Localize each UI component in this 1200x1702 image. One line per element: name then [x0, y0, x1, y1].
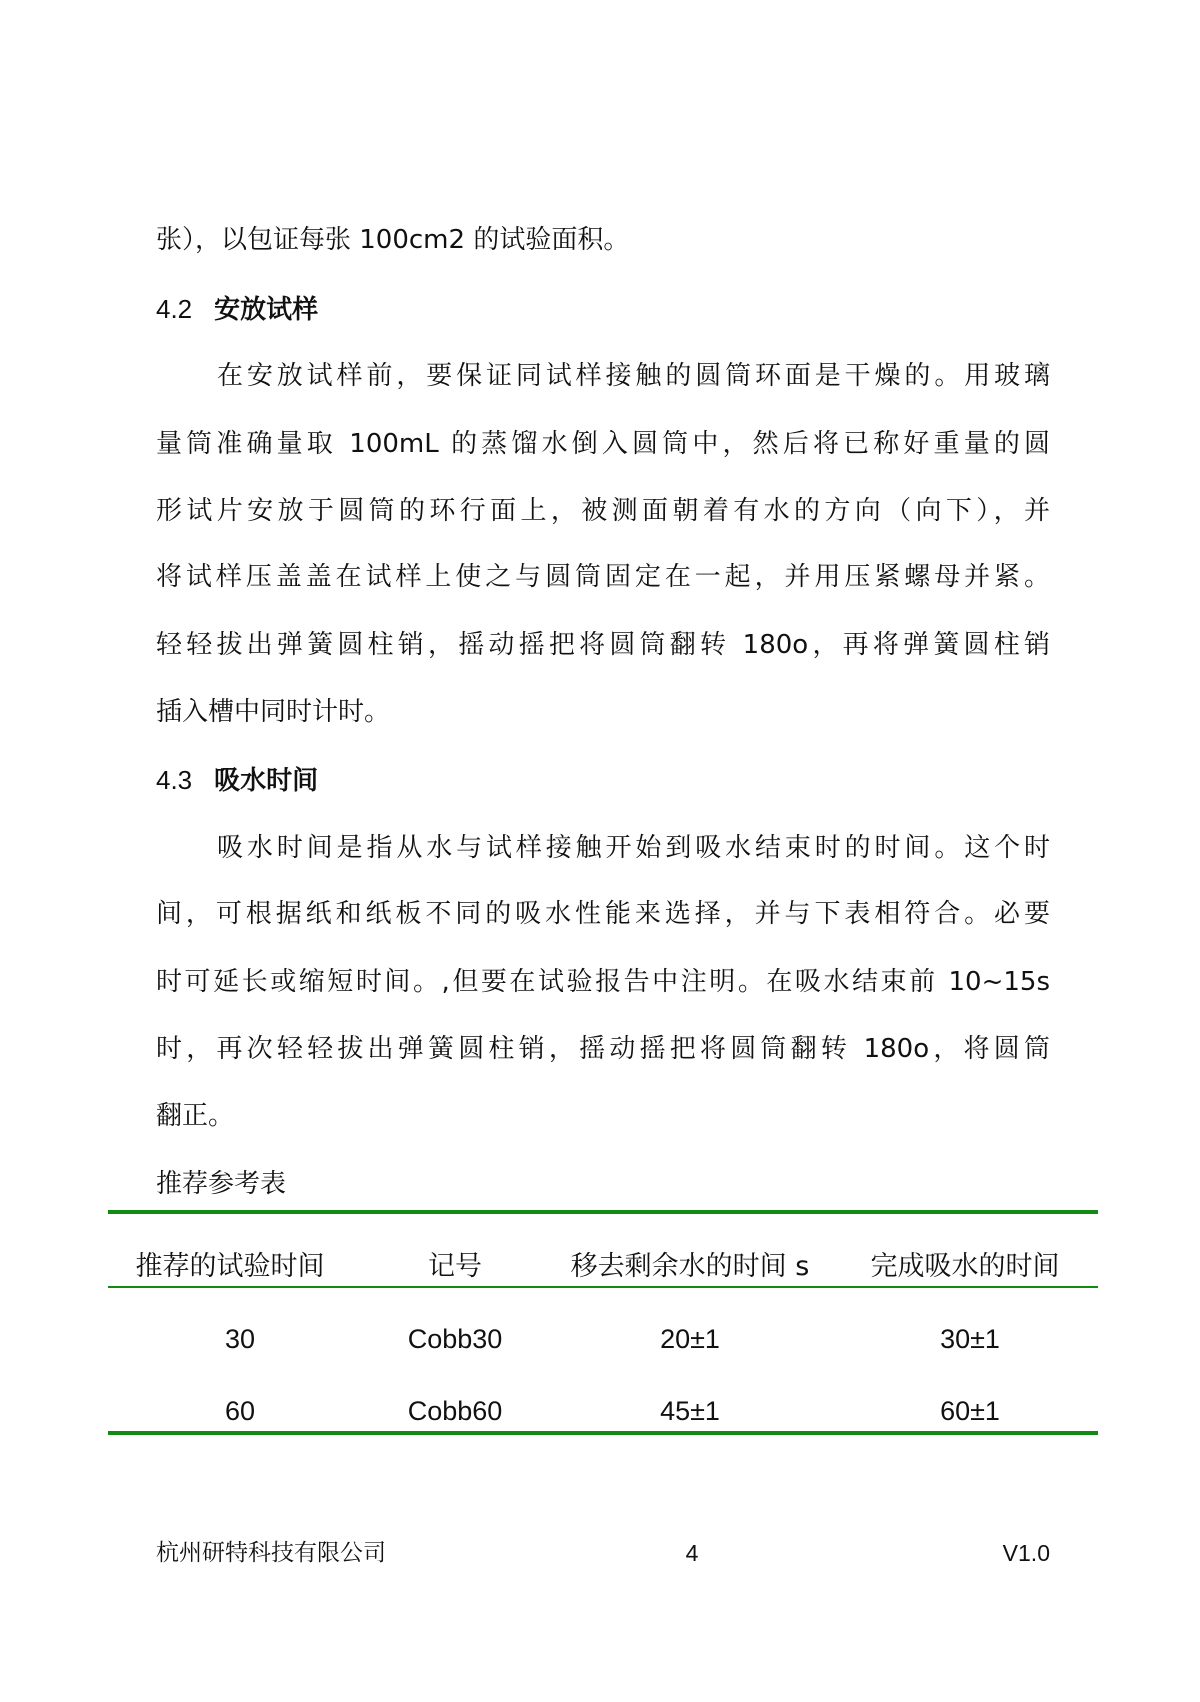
header-cell: 推荐的试验时间	[135, 1251, 325, 1282]
footer-version: V1.0	[1002, 1540, 1050, 1566]
paragraph-line: 量筒准确量取 100mL 的蒸馏水倒入圆筒中，然后将已称好重量的圆	[156, 429, 1050, 459]
heading-title: 安放试样	[214, 295, 319, 325]
paragraph-line: 形试片安放于圆筒的环行面上，被测面朝着有水的方向（向下），并	[156, 496, 1050, 526]
paragraph-line: 张），以包证每张 100cm2 的试验面积。	[156, 225, 630, 255]
paragraph-line: 间，可根据纸和纸板不同的吸水性能来选择，并与下表相符合。必要	[156, 899, 1050, 929]
table-cell: 60	[224, 1396, 256, 1426]
table-caption: 推荐参考表	[156, 1169, 287, 1199]
paragraph-line: 时可延长或缩短时间。,但要在试验报告中注明。在吸水结束前 10~15s	[156, 967, 1050, 997]
table-cell: 30±1	[940, 1324, 1000, 1354]
paragraph-line: 吸水时间是指从水与试样接触开始到吸水结束时的时间。这个时	[217, 833, 1050, 863]
table-cell: 60±1	[940, 1396, 1000, 1426]
table-cell: Cobb60	[407, 1396, 503, 1426]
paragraph-line: 在安放试样前，要保证同试样接触的圆筒环面是干燥的。用玻璃	[217, 361, 1050, 391]
table-cell: 20±1	[660, 1324, 720, 1354]
header-cell: 记号	[428, 1251, 482, 1282]
footer-company: 杭州研特科技有限公司	[156, 1540, 386, 1566]
header-cell: 移去剩余水的时间 s	[570, 1251, 810, 1282]
header-cell: 完成吸水的时间	[870, 1251, 1060, 1282]
table-cell: 30	[224, 1324, 256, 1354]
table-header-rule	[108, 1286, 1098, 1288]
table-cell: Cobb30	[407, 1324, 503, 1354]
paragraph-line: 将试样压盖盖在试样上使之与圆筒固定在一起，并用压紧螺母并紧。	[156, 562, 1050, 592]
table-cell: 45±1	[660, 1396, 720, 1426]
paragraph-line: 轻轻拔出弹簧圆柱销，摇动摇把将圆筒翻转 180o，再将弹簧圆柱销	[156, 630, 1050, 660]
heading-number: 4.2	[156, 294, 193, 324]
paragraph-line: 时，再次轻轻拔出弹簧圆柱销，摇动摇把将圆筒翻转 180o，将圆筒	[156, 1034, 1050, 1064]
heading-number: 4.3	[156, 765, 193, 795]
footer-page-number: 4	[685, 1540, 699, 1566]
paragraph-line: 插入槽中同时计时。	[156, 697, 391, 727]
section-heading-4-3	[156, 763, 1050, 798]
table-top-rule	[108, 1210, 1098, 1214]
table-bottom-rule	[108, 1431, 1098, 1435]
heading-title: 吸水时间	[214, 766, 319, 796]
section-heading-4-2	[156, 292, 1050, 327]
paragraph-line: 翻正。	[156, 1101, 235, 1131]
